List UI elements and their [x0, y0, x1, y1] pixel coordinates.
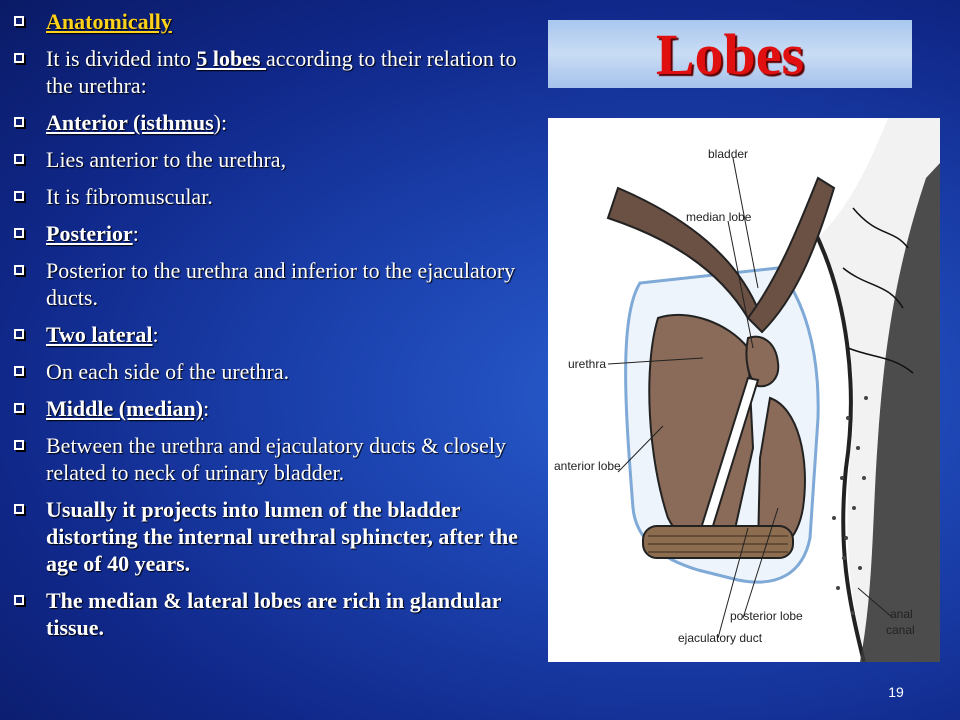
bullet-text: On each side of the urethra.	[46, 359, 290, 384]
bullet-text: Posterior to the urethra and inferior to the ejaculatory ducts.	[46, 258, 516, 310]
checkbox-bullet-icon	[14, 403, 24, 413]
bullet-item	[10, 496, 540, 577]
bullet-text: The median & lateral lobes are rich in glandular tissue.	[46, 588, 502, 640]
bullet-item	[10, 587, 540, 641]
prostate-diagram	[548, 118, 940, 662]
bullet-text: Usually it projects into lumen of the bladder distorting the internal urethral sphincter, after the age of 40 years.	[46, 497, 518, 576]
label-anal: anal	[890, 607, 913, 621]
bullet-item	[10, 395, 540, 422]
label-canal: canal	[886, 623, 915, 637]
label-urethra: urethra	[568, 357, 607, 371]
label-bladder: bladder	[708, 147, 749, 161]
bullet-text: :	[132, 221, 139, 246]
checkbox-bullet-icon	[14, 366, 24, 376]
checkbox-bullet-icon	[14, 228, 24, 238]
checkbox-bullet-icon	[14, 265, 24, 275]
checkbox-bullet-icon	[14, 16, 24, 26]
bullet-item	[10, 146, 540, 173]
bullet-emphasis: 5 lobes	[196, 46, 267, 71]
label-median-lobe: median lobe	[686, 210, 752, 224]
bullet-item	[10, 8, 540, 35]
bullet-list	[10, 8, 540, 651]
bullet-item	[10, 358, 540, 385]
label-posterior-lobe: posterior lobe	[730, 609, 803, 623]
checkbox-bullet-icon	[14, 154, 24, 164]
bullet-item	[10, 432, 540, 486]
checkbox-bullet-icon	[14, 440, 24, 450]
bullet-item	[10, 321, 540, 348]
bullet-text: :	[203, 396, 210, 421]
diagram-svg	[548, 118, 940, 662]
checkbox-bullet-icon	[14, 504, 24, 514]
slide-title: Lobes	[655, 21, 805, 87]
bullet-heading: Two lateral	[46, 322, 153, 347]
title-box	[548, 20, 912, 88]
bullet-text: :	[152, 322, 159, 347]
bullet-item	[10, 257, 540, 311]
label-anterior-lobe: anterior lobe	[554, 459, 621, 473]
checkbox-bullet-icon	[14, 595, 24, 605]
checkbox-bullet-icon	[14, 53, 24, 63]
label-ejaculatory-duct: ejaculatory duct	[678, 631, 763, 645]
bullet-item	[10, 220, 540, 247]
checkbox-bullet-icon	[14, 191, 24, 201]
checkbox-bullet-icon	[14, 117, 24, 127]
bullet-text: It is divided into	[46, 46, 197, 71]
bullet-item	[10, 183, 540, 210]
bullet-heading: Posterior	[46, 221, 133, 246]
checkbox-bullet-icon	[14, 329, 24, 339]
bullet-text: Anatomically	[46, 9, 172, 34]
bullet-heading: Middle (median)	[46, 396, 204, 421]
page-number: 19	[888, 684, 904, 700]
bullet-item	[10, 109, 540, 136]
bullet-item	[10, 45, 540, 99]
bullet-text: Between the urethra and ejaculatory ducts & closely related to neck of urinary bladder.	[46, 433, 506, 485]
bullet-text: It is fibromuscular.	[46, 184, 213, 209]
bullet-text: according to their relation to the urethra:	[46, 46, 517, 98]
bullet-text: ):	[213, 110, 228, 135]
bullet-text: Lies anterior to the urethra,	[46, 147, 287, 172]
bullet-heading: Anterior (isthmus	[46, 110, 214, 135]
